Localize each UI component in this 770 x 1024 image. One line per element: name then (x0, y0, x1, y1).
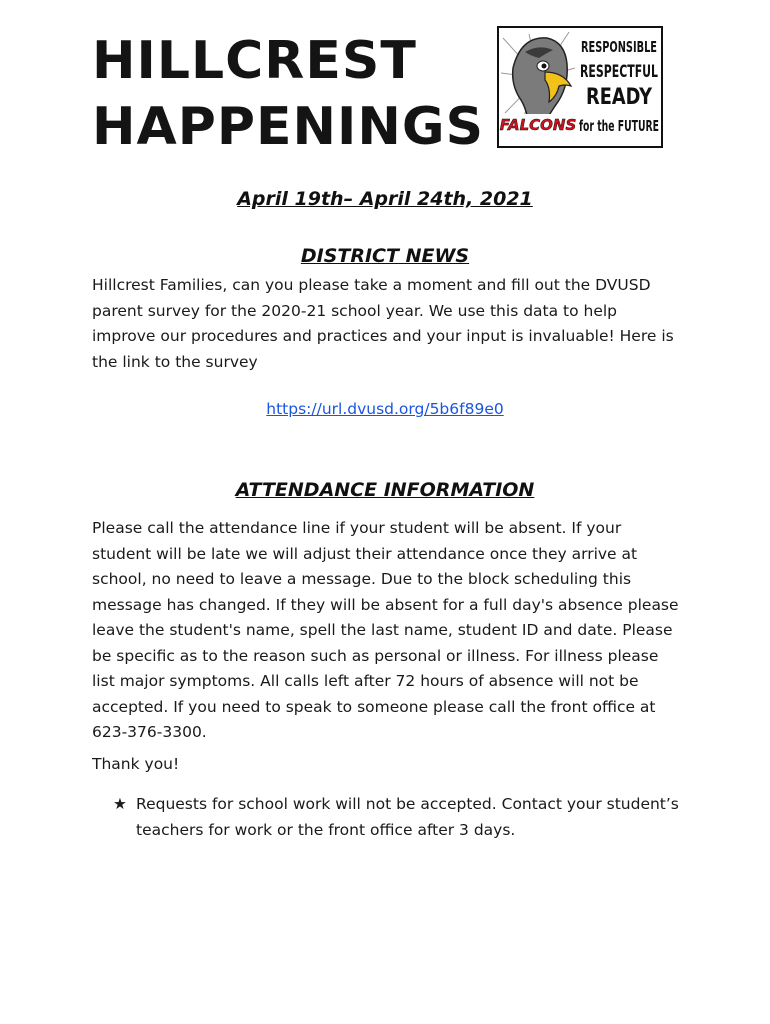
slogan-respectful: RESPECTFUL (580, 62, 659, 82)
slogan-responsible: RESPONSIBLE (581, 38, 657, 56)
falcon-head-icon (513, 38, 571, 126)
district-news-heading: DISTRICT NEWS (300, 245, 470, 267)
page-title (92, 28, 484, 160)
district-news-body: Hillcrest Families, can you please take a moment and fill out the DVUSD parent survey for the 2020-21 school year. We use this data to help improve our procedures and practices and your input is invaluable! Here is the link to the survey (92, 276, 674, 371)
attendance-heading: ATTENDANCE INFORMATION (235, 479, 535, 501)
list-item (113, 792, 683, 843)
falcons-logo-graphic (499, 28, 661, 146)
slogan-ready: READY (586, 85, 653, 110)
school-logo (497, 26, 663, 148)
falcons-text: FALCONS (499, 116, 577, 134)
bullet-text: Requests for school work will not be accepted. Contact your student’s teachers for work or the front office after 3 days. (136, 795, 679, 839)
title-line-1: HILLCREST (92, 31, 417, 91)
star-icon: ★ (113, 795, 127, 813)
slogan-future: for the FUTURE (579, 117, 659, 135)
attendance-body: Please call the attendance line if your student will be absent. If your student will be late we will adjust their attendance once they arrive at school, no need to leave a message. Due to the block scheduling this message has changed. If they will be absent for a full day's absence please leave the student's name, spell the last name, student ID and date. Please be specific as to the reason such as personal or illness. For illness please list major symptoms. All calls left after 72 hours of absence will not be accepted. If you need to speak to someone please call the front office at 623-376-3300. (92, 519, 679, 741)
thank-you-text: Thank you! (92, 755, 180, 773)
date-range: April 19th– April 24th, 2021 (237, 188, 533, 210)
survey-link[interactable]: https://url.dvusd.org/5b6f89e0 (266, 400, 504, 418)
title-line-2: HAPPENINGS (92, 97, 485, 157)
